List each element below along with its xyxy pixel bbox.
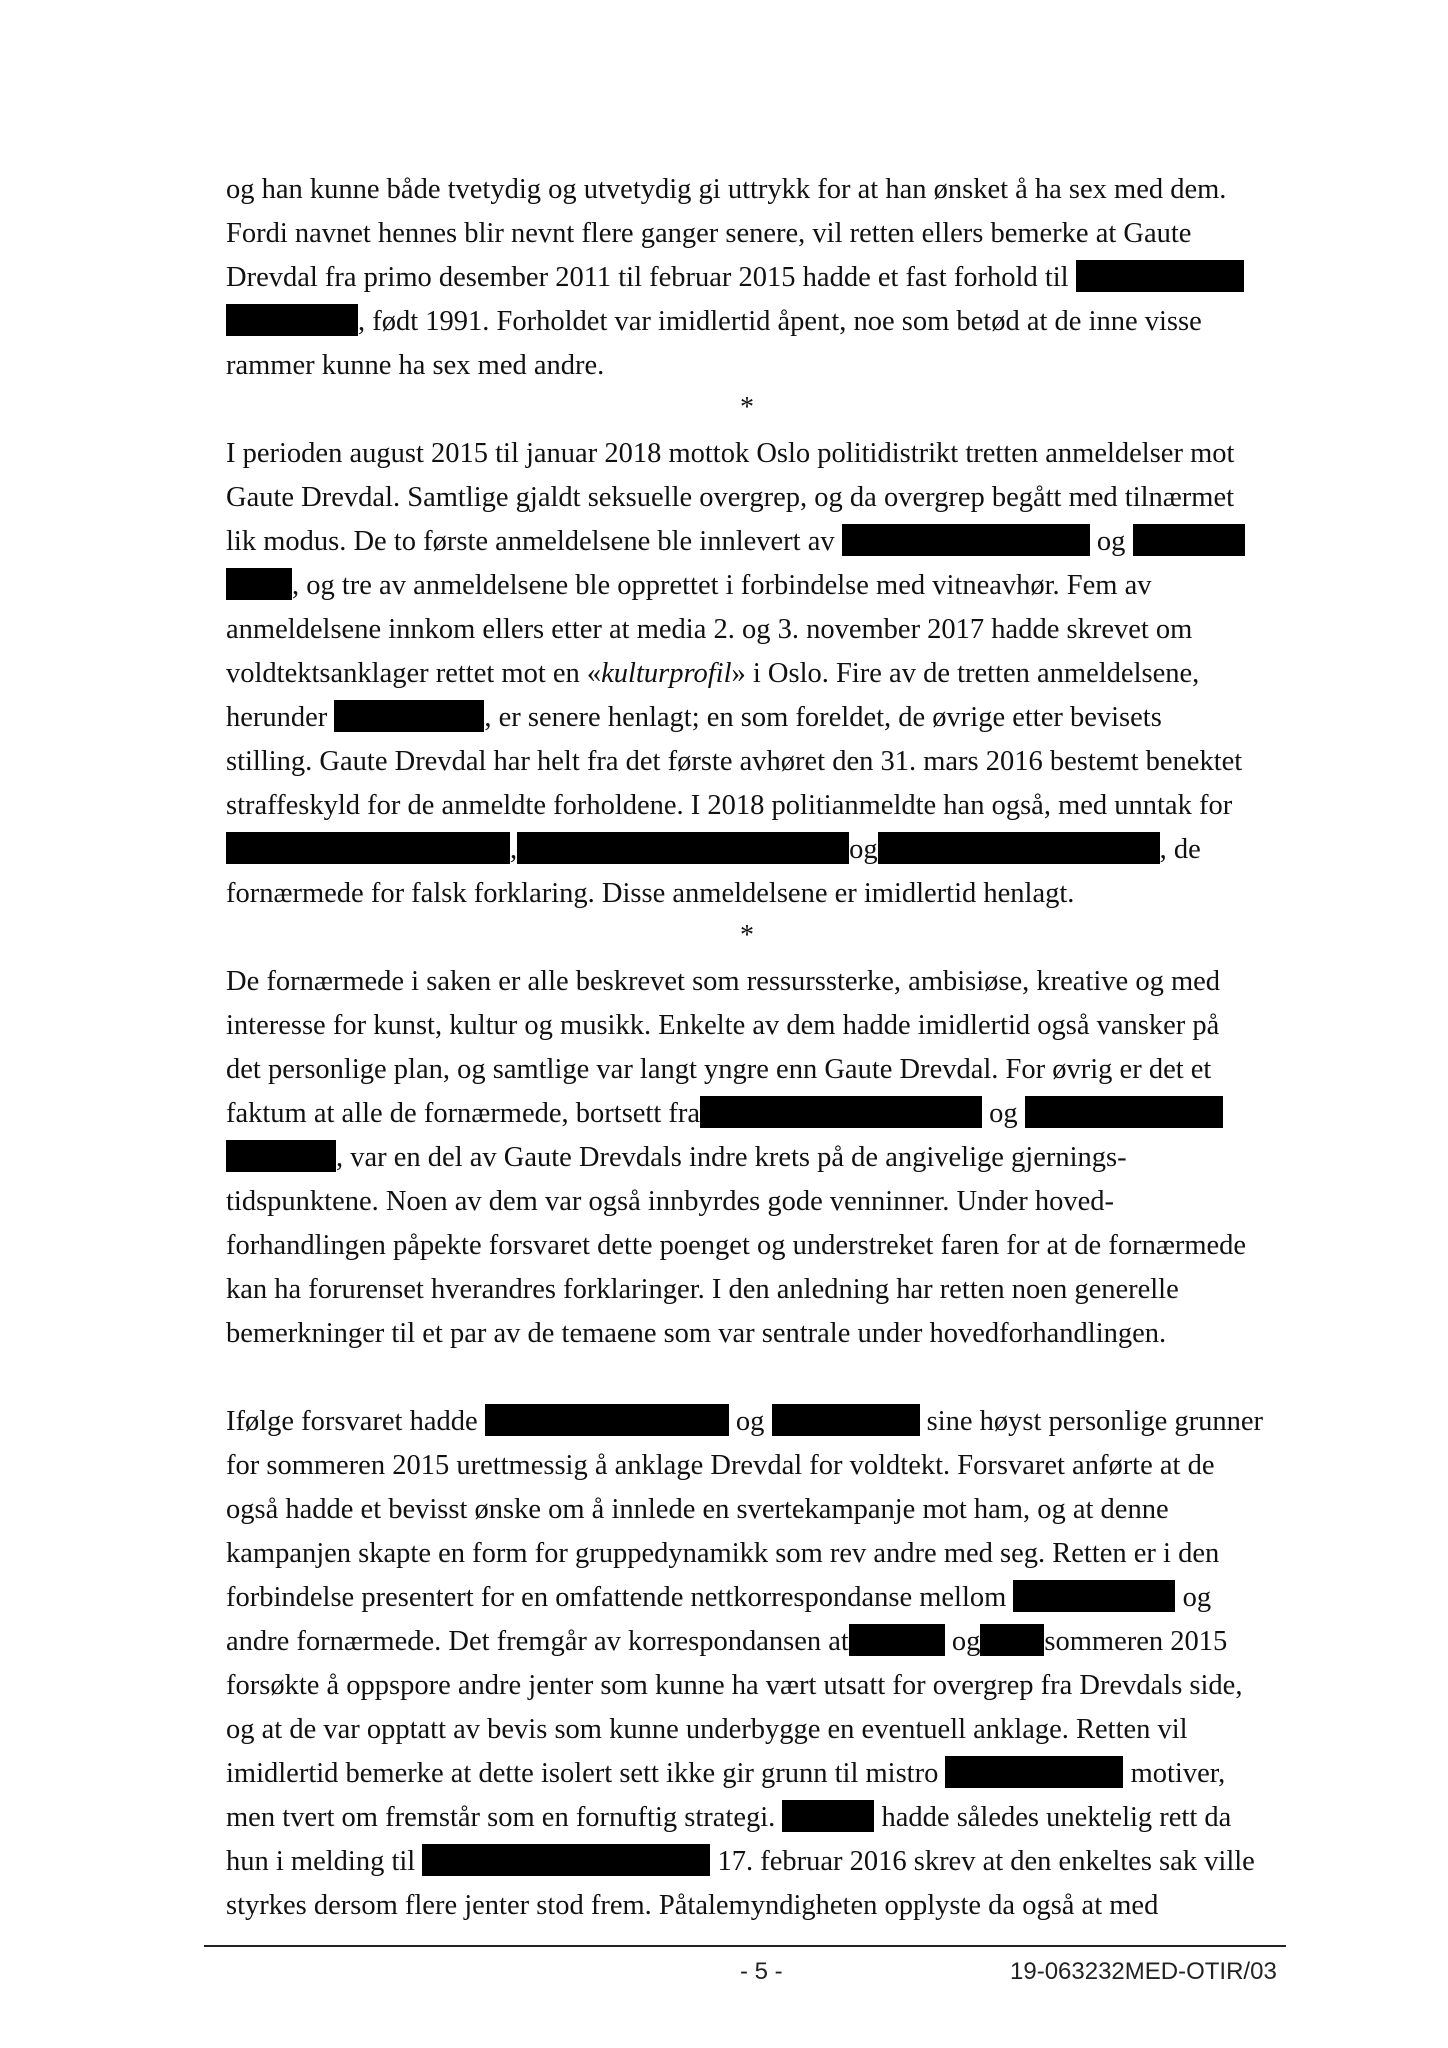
text-segment: » i Oslo. Fire av de tretten anmeldelsene, bbox=[731, 658, 1200, 689]
page-number: - 5 - bbox=[740, 1958, 783, 1985]
text-line: og at de var opptatt av bevis som kunne underbygge en eventuell anklage. Retten vil bbox=[226, 1714, 1188, 1745]
redaction-box bbox=[517, 832, 849, 864]
text-line bbox=[226, 1624, 1227, 1660]
redaction-box bbox=[980, 1624, 1044, 1656]
text-segment: imidlertid bemerke at dette isolert sett ikke gir grunn til mistro bbox=[226, 1758, 939, 1789]
text-line: Fordi navnet hennes blir nevnt flere ganger senere, vil retten ellers bemerke at Gaute bbox=[226, 218, 1192, 249]
text-line: kampanjen skapte en form for gruppedynamikk som rev andre med seg. Retten er i den bbox=[226, 1538, 1220, 1569]
redaction-box bbox=[226, 568, 292, 600]
text-line bbox=[226, 700, 1162, 736]
text-segment: forbindelse presentert for en omfattende nettkorrespondanse mellom bbox=[226, 1582, 1007, 1613]
redaction-box bbox=[1133, 524, 1245, 556]
text-line: også hadde et bevisst ønske om å innlede en svertekampanje mot ham, og at denne bbox=[226, 1494, 1169, 1525]
text-segment: og bbox=[1096, 526, 1126, 557]
text-line bbox=[226, 568, 1151, 604]
text-segment: , og tre av anmeldelsene ble opprettet i forbindelse med vitneavhør. Fem av bbox=[292, 570, 1152, 601]
redaction-box bbox=[422, 1844, 710, 1876]
text-line: rammer kunne ha sex med andre. bbox=[226, 350, 605, 381]
text-line: Gaute Drevdal. Samtlige gjaldt seksuelle overgrep, og da overgrep begått med tilnærmet bbox=[226, 482, 1235, 513]
redaction-box bbox=[226, 832, 510, 864]
case-number: 19-063232MED-OTIR/03 bbox=[1010, 1958, 1277, 1985]
text-line: kan ha forurenset hverandres forklaringer. I den anledning har retten noen generelle bbox=[226, 1274, 1179, 1305]
text-segment: hadde således unektelig rett da bbox=[881, 1802, 1232, 1833]
text-line: styrkes dersom flere jenter stod frem. Påtalemyndigheten opplyste da også at med bbox=[226, 1890, 1159, 1921]
text-line: anmeldelsene innkom ellers etter at media 2. og 3. november 2017 hadde skrevet om bbox=[226, 614, 1193, 645]
text-segment: , er senere henlagt; en som foreldet, de øvrige etter bevisets bbox=[484, 702, 1162, 733]
text-line: stilling. Gaute Drevdal har helt fra det første avhøret den 31. mars 2016 bestemt benektet bbox=[226, 746, 1243, 777]
text-line bbox=[226, 260, 1244, 296]
text-line: for sommeren 2015 urettmessig å anklage Drevdal for voldtekt. Forsvaret anførte at de bbox=[226, 1450, 1215, 1481]
text-segment: og bbox=[849, 834, 878, 865]
text-line bbox=[226, 524, 1245, 560]
text-line: og han kunne både tvetydig og utvetydig gi uttrykk for at han ønsket å ha sex med dem. bbox=[226, 174, 1227, 205]
text-segment: og bbox=[989, 1098, 1018, 1129]
text-line bbox=[226, 1140, 1127, 1176]
text-segment: men tvert om fremstår som en fornuftig strategi. bbox=[226, 1802, 776, 1833]
section-separator: * bbox=[740, 392, 754, 423]
text-line: forsøkte å oppspore andre jenter som kunne ha vært utsatt for overgrep fra Drevdals side, bbox=[226, 1670, 1243, 1701]
text-segment: sine høyst personlige grunner bbox=[926, 1406, 1264, 1437]
text-segment: motiver, bbox=[1130, 1758, 1226, 1789]
text-segment: , bbox=[510, 834, 518, 865]
text-line: det personlige plan, og samtlige var langt yngre enn Gaute Drevdal. For øvrig er det et bbox=[226, 1054, 1212, 1085]
text-segment: 17. februar 2016 skrev at den enkeltes sak ville bbox=[717, 1846, 1255, 1877]
text-line bbox=[226, 1800, 1231, 1836]
text-line bbox=[226, 1096, 1223, 1132]
text-line bbox=[226, 832, 1201, 868]
text-segment: hun i melding til bbox=[226, 1846, 416, 1877]
redaction-box bbox=[1013, 1580, 1175, 1612]
text-segment: herunder bbox=[226, 702, 328, 733]
text-segment: voldtektsanklager rettet mot en « bbox=[226, 658, 602, 689]
text-segment: , de bbox=[1159, 834, 1201, 865]
redaction-box bbox=[485, 1404, 729, 1436]
italic-term: kulturprofil bbox=[601, 658, 732, 689]
redaction-box bbox=[334, 700, 484, 732]
redaction-box bbox=[226, 1140, 336, 1172]
footer-divider bbox=[204, 1945, 1286, 1947]
text-line: De fornærmede i saken er alle beskrevet som ressurssterke, ambisiøse, kreative og med bbox=[226, 966, 1221, 997]
text-line: tidspunktene. Noen av dem var også innbyrdes gode venninner. Under hoved- bbox=[226, 1186, 1115, 1217]
text-line bbox=[226, 1844, 1255, 1880]
text-segment: lik modus. De to første anmeldelsene ble innlevert av bbox=[226, 526, 835, 557]
text-line: I perioden august 2015 til januar 2018 mottok Oslo politidistrikt tretten anmeldelser mot bbox=[226, 438, 1235, 469]
redaction-box bbox=[1025, 1096, 1223, 1128]
redaction-box bbox=[772, 1404, 920, 1436]
text-line: fornærmede for falsk forklaring. Disse anmeldelsene er imidlertid henlagt. bbox=[226, 878, 1075, 909]
text-segment: , født 1991. Forholdet var imidlertid åpent, noe som betød at de inne visse bbox=[358, 306, 1202, 337]
redaction-box bbox=[945, 1756, 1123, 1788]
text-line: interesse for kunst, kultur og musikk. Enkelte av dem hadde imidlertid også vansker på bbox=[226, 1010, 1220, 1041]
redaction-box bbox=[782, 1800, 874, 1832]
text-segment: , var en del av Gaute Drevdals indre krets på de angivelige gjernings- bbox=[336, 1142, 1127, 1173]
text-line bbox=[226, 1404, 1263, 1440]
text-line: forhandlingen påpekte forsvaret dette poenget og understreket faren for at de fornærmede bbox=[226, 1230, 1247, 1261]
text-segment: Ifølge forsvaret hadde bbox=[226, 1406, 478, 1437]
text-segment: og bbox=[1182, 1582, 1212, 1613]
text-line bbox=[226, 1756, 1225, 1792]
text-line bbox=[226, 1580, 1211, 1616]
redaction-box bbox=[1076, 260, 1244, 292]
redaction-box bbox=[700, 1096, 982, 1128]
text-segment: andre fornærmede. Det fremgår av korrespondansen at bbox=[226, 1626, 849, 1657]
text-line bbox=[226, 656, 1199, 692]
section-separator: * bbox=[740, 920, 754, 951]
redaction-box bbox=[849, 1624, 945, 1656]
redaction-box bbox=[878, 832, 1160, 864]
text-segment: og bbox=[735, 1406, 765, 1437]
text-segment: Drevdal fra primo desember 2011 til februar 2015 hadde et fast forhold til bbox=[226, 262, 1069, 293]
text-line: straffeskyld for de anmeldte forholdene. I 2018 politianmeldte han også, med unntak for bbox=[226, 790, 1233, 821]
text-line: bemerkninger til et par av de temaene som var sentrale under hovedforhandlingen. bbox=[226, 1318, 1167, 1349]
redaction-box bbox=[226, 304, 358, 336]
text-segment: og bbox=[951, 1626, 981, 1657]
text-segment: sommeren 2015 bbox=[1044, 1626, 1228, 1657]
redaction-box bbox=[842, 524, 1090, 556]
text-line bbox=[226, 304, 1202, 340]
text-segment: faktum at alle de fornærmede, bortsett fra bbox=[226, 1098, 701, 1129]
